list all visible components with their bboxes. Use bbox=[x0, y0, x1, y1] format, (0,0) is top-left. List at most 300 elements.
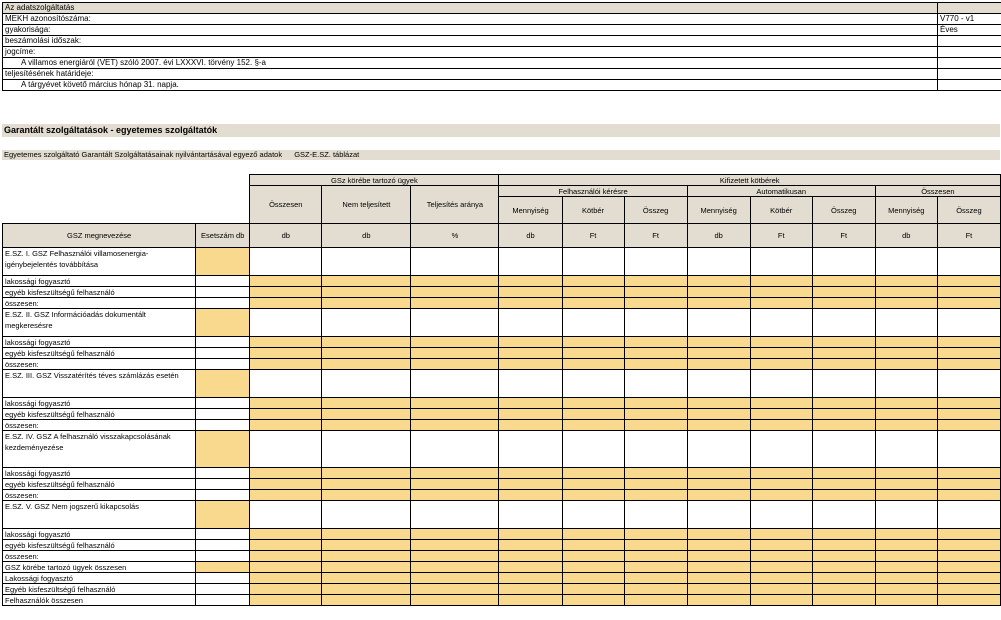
data-cell[interactable] bbox=[812, 420, 875, 431]
data-cell[interactable] bbox=[411, 431, 499, 468]
data-cell[interactable] bbox=[322, 309, 411, 337]
data-cell[interactable] bbox=[812, 529, 875, 540]
data-cell[interactable] bbox=[624, 348, 687, 359]
unit-db: db bbox=[499, 224, 562, 248]
data-cell[interactable] bbox=[687, 287, 750, 298]
data-cell[interactable] bbox=[812, 337, 875, 348]
data-cell[interactable] bbox=[562, 398, 624, 409]
data-cell[interactable] bbox=[411, 276, 499, 287]
data-cell[interactable] bbox=[875, 468, 937, 479]
data-cell[interactable] bbox=[499, 490, 562, 501]
esetszam-cell[interactable] bbox=[196, 298, 250, 309]
data-cell[interactable] bbox=[875, 409, 937, 420]
data-cell[interactable] bbox=[687, 468, 750, 479]
data-cell[interactable] bbox=[687, 348, 750, 359]
data-cell[interactable] bbox=[687, 359, 750, 370]
esetszam-cell[interactable] bbox=[196, 248, 250, 276]
data-cell[interactable] bbox=[624, 370, 687, 398]
data-cell[interactable] bbox=[562, 551, 624, 562]
data-cell[interactable] bbox=[250, 540, 322, 551]
data-cell[interactable] bbox=[937, 409, 1000, 420]
data-cell[interactable] bbox=[250, 276, 322, 287]
data-cell[interactable] bbox=[812, 370, 875, 398]
data-cell[interactable] bbox=[562, 573, 624, 584]
metadata-value[interactable] bbox=[938, 69, 1001, 80]
data-cell[interactable] bbox=[562, 468, 624, 479]
data-cell[interactable] bbox=[812, 287, 875, 298]
data-cell[interactable] bbox=[750, 409, 812, 420]
data-cell[interactable] bbox=[322, 501, 411, 529]
data-cell[interactable] bbox=[687, 370, 750, 398]
data-cell[interactable] bbox=[562, 248, 624, 276]
data-cell[interactable] bbox=[750, 479, 812, 490]
data-cell[interactable] bbox=[624, 359, 687, 370]
data-cell[interactable] bbox=[499, 276, 562, 287]
data-cell[interactable] bbox=[562, 431, 624, 468]
data-cell[interactable] bbox=[875, 562, 937, 573]
data-cell[interactable] bbox=[875, 359, 937, 370]
data-cell[interactable] bbox=[875, 551, 937, 562]
data-cell[interactable] bbox=[687, 420, 750, 431]
esetszam-cell[interactable] bbox=[196, 468, 250, 479]
data-cell[interactable] bbox=[687, 490, 750, 501]
data-cell[interactable] bbox=[812, 501, 875, 529]
data-cell[interactable] bbox=[812, 573, 875, 584]
esetszam-cell[interactable] bbox=[196, 370, 250, 398]
data-cell[interactable] bbox=[499, 468, 562, 479]
data-cell[interactable] bbox=[875, 490, 937, 501]
data-cell[interactable] bbox=[411, 420, 499, 431]
esetszam-cell[interactable] bbox=[196, 309, 250, 337]
data-cell[interactable] bbox=[322, 398, 411, 409]
data-cell[interactable] bbox=[624, 398, 687, 409]
data-cell[interactable] bbox=[322, 359, 411, 370]
data-cell[interactable] bbox=[250, 420, 322, 431]
data-cell[interactable] bbox=[750, 309, 812, 337]
esetszam-cell[interactable] bbox=[196, 562, 250, 573]
data-cell[interactable] bbox=[562, 359, 624, 370]
data-cell[interactable] bbox=[937, 479, 1000, 490]
data-cell[interactable] bbox=[250, 359, 322, 370]
metadata-value[interactable] bbox=[938, 3, 1001, 14]
data-cell[interactable] bbox=[937, 540, 1000, 551]
data-cell[interactable] bbox=[499, 573, 562, 584]
data-cell[interactable] bbox=[250, 337, 322, 348]
data-cell[interactable] bbox=[937, 248, 1000, 276]
data-cell[interactable] bbox=[875, 501, 937, 529]
data-cell[interactable] bbox=[875, 479, 937, 490]
data-cell[interactable] bbox=[687, 562, 750, 573]
data-cell[interactable] bbox=[875, 287, 937, 298]
data-cell[interactable] bbox=[250, 595, 322, 606]
data-cell[interactable] bbox=[937, 573, 1000, 584]
data-cell[interactable] bbox=[322, 287, 411, 298]
data-cell[interactable] bbox=[322, 276, 411, 287]
unit-ft: Ft bbox=[624, 224, 687, 248]
data-cell[interactable] bbox=[937, 309, 1000, 337]
data-cell[interactable] bbox=[875, 309, 937, 337]
data-cell[interactable] bbox=[624, 287, 687, 298]
data-cell[interactable] bbox=[750, 562, 812, 573]
data-cell[interactable] bbox=[687, 409, 750, 420]
data-cell[interactable] bbox=[812, 248, 875, 276]
esetszam-cell[interactable] bbox=[196, 529, 250, 540]
data-cell[interactable] bbox=[411, 540, 499, 551]
data-cell[interactable] bbox=[750, 276, 812, 287]
data-cell[interactable] bbox=[322, 420, 411, 431]
data-cell[interactable] bbox=[624, 490, 687, 501]
data-cell[interactable] bbox=[499, 529, 562, 540]
data-cell[interactable] bbox=[624, 409, 687, 420]
data-cell[interactable] bbox=[624, 584, 687, 595]
data-cell[interactable] bbox=[937, 584, 1000, 595]
data-cell[interactable] bbox=[687, 551, 750, 562]
data-cell[interactable] bbox=[499, 298, 562, 309]
data-cell[interactable] bbox=[411, 298, 499, 309]
data-cell[interactable] bbox=[499, 420, 562, 431]
data-cell[interactable] bbox=[562, 479, 624, 490]
esetszam-cell[interactable] bbox=[196, 584, 250, 595]
data-cell[interactable] bbox=[875, 398, 937, 409]
data-cell[interactable] bbox=[562, 348, 624, 359]
data-cell[interactable] bbox=[687, 276, 750, 287]
data-cell[interactable] bbox=[322, 468, 411, 479]
data-cell[interactable] bbox=[687, 540, 750, 551]
data-cell[interactable] bbox=[624, 595, 687, 606]
data-cell[interactable] bbox=[322, 540, 411, 551]
data-cell[interactable] bbox=[937, 276, 1000, 287]
data-cell[interactable] bbox=[812, 359, 875, 370]
data-cell[interactable] bbox=[937, 529, 1000, 540]
data-cell[interactable] bbox=[411, 248, 499, 276]
data-cell[interactable] bbox=[499, 584, 562, 595]
data-cell[interactable] bbox=[562, 309, 624, 337]
metadata-value[interactable] bbox=[938, 36, 1001, 47]
data-cell[interactable] bbox=[411, 348, 499, 359]
data-cell[interactable] bbox=[322, 562, 411, 573]
data-cell[interactable] bbox=[937, 595, 1000, 606]
data-cell[interactable] bbox=[937, 562, 1000, 573]
data-cell[interactable] bbox=[624, 337, 687, 348]
data-cell[interactable] bbox=[875, 298, 937, 309]
data-cell[interactable] bbox=[411, 501, 499, 529]
data-cell[interactable] bbox=[624, 298, 687, 309]
data-cell[interactable] bbox=[562, 287, 624, 298]
data-cell[interactable] bbox=[624, 479, 687, 490]
esetszam-cell[interactable] bbox=[196, 540, 250, 551]
data-cell[interactable] bbox=[875, 540, 937, 551]
data-cell[interactable] bbox=[499, 431, 562, 468]
data-cell[interactable] bbox=[624, 420, 687, 431]
data-cell[interactable] bbox=[937, 287, 1000, 298]
data-cell[interactable] bbox=[322, 595, 411, 606]
data-cell[interactable] bbox=[250, 573, 322, 584]
data-cell[interactable] bbox=[562, 337, 624, 348]
data-cell[interactable] bbox=[687, 584, 750, 595]
data-cell[interactable] bbox=[875, 248, 937, 276]
data-cell[interactable] bbox=[687, 501, 750, 529]
data-cell[interactable] bbox=[499, 540, 562, 551]
esetszam-cell[interactable] bbox=[196, 420, 250, 431]
data-cell[interactable] bbox=[937, 370, 1000, 398]
data-cell[interactable] bbox=[250, 479, 322, 490]
data-cell[interactable] bbox=[624, 540, 687, 551]
data-cell[interactable] bbox=[624, 468, 687, 479]
esetszam-cell[interactable] bbox=[196, 479, 250, 490]
esetszam-cell[interactable] bbox=[196, 287, 250, 298]
data-cell[interactable] bbox=[812, 479, 875, 490]
esetszam-cell[interactable] bbox=[196, 398, 250, 409]
data-cell[interactable] bbox=[812, 540, 875, 551]
data-cell[interactable] bbox=[937, 501, 1000, 529]
data-cell[interactable] bbox=[250, 409, 322, 420]
data-cell[interactable] bbox=[499, 398, 562, 409]
data-cell[interactable] bbox=[750, 468, 812, 479]
data-cell[interactable] bbox=[937, 490, 1000, 501]
data-cell[interactable] bbox=[562, 501, 624, 529]
data-cell[interactable] bbox=[499, 348, 562, 359]
data-cell[interactable] bbox=[812, 551, 875, 562]
data-cell[interactable] bbox=[562, 370, 624, 398]
data-cell[interactable] bbox=[875, 595, 937, 606]
data-cell[interactable] bbox=[499, 409, 562, 420]
data-cell[interactable] bbox=[322, 348, 411, 359]
data-cell[interactable] bbox=[499, 551, 562, 562]
data-cell[interactable] bbox=[624, 551, 687, 562]
data-cell[interactable] bbox=[812, 584, 875, 595]
data-cell[interactable] bbox=[750, 359, 812, 370]
data-cell[interactable] bbox=[499, 309, 562, 337]
data-cell[interactable] bbox=[624, 309, 687, 337]
data-cell[interactable] bbox=[322, 479, 411, 490]
data-cell[interactable] bbox=[250, 562, 322, 573]
data-cell[interactable] bbox=[687, 309, 750, 337]
data-cell[interactable] bbox=[322, 298, 411, 309]
data-cell[interactable] bbox=[624, 276, 687, 287]
data-cell[interactable] bbox=[499, 370, 562, 398]
data-cell[interactable] bbox=[411, 584, 499, 595]
data-cell[interactable] bbox=[499, 359, 562, 370]
data-cell[interactable] bbox=[562, 584, 624, 595]
esetszam-cell[interactable] bbox=[196, 573, 250, 584]
data-cell[interactable] bbox=[411, 479, 499, 490]
data-cell[interactable] bbox=[411, 573, 499, 584]
data-cell[interactable] bbox=[499, 287, 562, 298]
data-cell[interactable] bbox=[750, 584, 812, 595]
data-cell[interactable] bbox=[411, 468, 499, 479]
data-cell[interactable] bbox=[322, 490, 411, 501]
data-cell[interactable] bbox=[937, 468, 1000, 479]
data-cell[interactable] bbox=[624, 248, 687, 276]
data-cell[interactable] bbox=[750, 490, 812, 501]
metadata-value[interactable]: V770 - v1 bbox=[938, 14, 1001, 25]
data-cell[interactable] bbox=[812, 276, 875, 287]
data-cell[interactable] bbox=[750, 551, 812, 562]
data-cell[interactable] bbox=[875, 573, 937, 584]
data-cell[interactable] bbox=[322, 409, 411, 420]
data-cell[interactable] bbox=[322, 573, 411, 584]
data-cell[interactable] bbox=[624, 529, 687, 540]
data-cell[interactable] bbox=[250, 501, 322, 529]
data-cell[interactable] bbox=[687, 529, 750, 540]
data-cell[interactable] bbox=[937, 431, 1000, 468]
esetszam-cell[interactable] bbox=[196, 490, 250, 501]
data-cell[interactable] bbox=[624, 562, 687, 573]
data-cell[interactable] bbox=[750, 540, 812, 551]
data-cell[interactable] bbox=[411, 490, 499, 501]
metadata-value[interactable] bbox=[938, 58, 1001, 69]
data-cell[interactable] bbox=[322, 584, 411, 595]
esetszam-cell[interactable] bbox=[196, 337, 250, 348]
data-cell[interactable] bbox=[250, 431, 322, 468]
table-row bbox=[3, 562, 1001, 573]
data-cell[interactable] bbox=[322, 551, 411, 562]
data-cell[interactable] bbox=[562, 409, 624, 420]
metadata-value[interactable] bbox=[938, 47, 1001, 58]
data-cell[interactable] bbox=[250, 529, 322, 540]
data-cell[interactable] bbox=[499, 562, 562, 573]
data-cell[interactable] bbox=[411, 370, 499, 398]
data-cell[interactable] bbox=[411, 287, 499, 298]
data-cell[interactable] bbox=[750, 501, 812, 529]
data-cell[interactable] bbox=[250, 398, 322, 409]
data-cell[interactable] bbox=[250, 370, 322, 398]
data-cell[interactable] bbox=[250, 309, 322, 337]
data-cell[interactable] bbox=[411, 551, 499, 562]
data-cell[interactable] bbox=[562, 595, 624, 606]
data-cell[interactable] bbox=[750, 337, 812, 348]
data-cell[interactable] bbox=[812, 348, 875, 359]
data-cell[interactable] bbox=[250, 468, 322, 479]
data-cell[interactable] bbox=[687, 479, 750, 490]
data-cell[interactable] bbox=[687, 298, 750, 309]
data-cell[interactable] bbox=[250, 287, 322, 298]
data-cell[interactable] bbox=[750, 370, 812, 398]
data-cell[interactable] bbox=[875, 431, 937, 468]
data-cell[interactable] bbox=[250, 248, 322, 276]
data-cell[interactable] bbox=[411, 409, 499, 420]
data-cell[interactable] bbox=[562, 298, 624, 309]
data-cell[interactable] bbox=[750, 287, 812, 298]
data-cell[interactable] bbox=[322, 370, 411, 398]
data-cell[interactable] bbox=[937, 359, 1000, 370]
esetszam-cell[interactable] bbox=[196, 276, 250, 287]
data-cell[interactable] bbox=[875, 529, 937, 540]
data-cell[interactable] bbox=[937, 337, 1000, 348]
data-cell[interactable] bbox=[750, 573, 812, 584]
data-cell[interactable] bbox=[875, 276, 937, 287]
data-cell[interactable] bbox=[687, 595, 750, 606]
data-cell[interactable] bbox=[812, 309, 875, 337]
data-cell[interactable] bbox=[411, 337, 499, 348]
data-cell[interactable] bbox=[250, 298, 322, 309]
esetszam-cell[interactable] bbox=[196, 359, 250, 370]
esetszam-cell[interactable] bbox=[196, 501, 250, 529]
esetszam-cell[interactable] bbox=[196, 431, 250, 468]
data-cell[interactable] bbox=[562, 490, 624, 501]
data-cell[interactable] bbox=[812, 490, 875, 501]
data-cell[interactable] bbox=[875, 337, 937, 348]
data-cell[interactable] bbox=[499, 501, 562, 529]
data-cell[interactable] bbox=[937, 398, 1000, 409]
data-cell[interactable] bbox=[812, 409, 875, 420]
data-cell[interactable] bbox=[812, 468, 875, 479]
data-cell[interactable] bbox=[411, 309, 499, 337]
data-cell[interactable] bbox=[499, 595, 562, 606]
data-cell[interactable] bbox=[812, 431, 875, 468]
data-cell[interactable] bbox=[411, 529, 499, 540]
data-cell[interactable] bbox=[750, 398, 812, 409]
data-cell[interactable] bbox=[750, 348, 812, 359]
data-cell[interactable] bbox=[750, 420, 812, 431]
data-cell[interactable] bbox=[750, 529, 812, 540]
data-cell[interactable] bbox=[322, 337, 411, 348]
data-cell[interactable] bbox=[322, 431, 411, 468]
esetszam-cell[interactable] bbox=[196, 409, 250, 420]
data-cell[interactable] bbox=[411, 562, 499, 573]
esetszam-cell[interactable] bbox=[196, 551, 250, 562]
data-cell[interactable] bbox=[750, 431, 812, 468]
data-cell[interactable] bbox=[875, 370, 937, 398]
data-cell[interactable] bbox=[937, 348, 1000, 359]
data-cell[interactable] bbox=[250, 348, 322, 359]
data-cell[interactable] bbox=[687, 337, 750, 348]
data-cell[interactable] bbox=[812, 298, 875, 309]
data-cell[interactable] bbox=[250, 490, 322, 501]
esetszam-cell[interactable] bbox=[196, 595, 250, 606]
data-cell[interactable] bbox=[750, 248, 812, 276]
data-cell[interactable] bbox=[562, 420, 624, 431]
data-cell[interactable] bbox=[624, 501, 687, 529]
metadata-value[interactable] bbox=[938, 80, 1001, 91]
data-cell[interactable] bbox=[937, 298, 1000, 309]
data-cell[interactable] bbox=[499, 248, 562, 276]
data-cell[interactable] bbox=[562, 529, 624, 540]
data-cell[interactable] bbox=[750, 595, 812, 606]
data-cell[interactable] bbox=[499, 479, 562, 490]
data-cell[interactable] bbox=[322, 248, 411, 276]
data-cell[interactable] bbox=[937, 420, 1000, 431]
data-cell[interactable] bbox=[499, 337, 562, 348]
data-cell[interactable] bbox=[750, 298, 812, 309]
data-cell[interactable] bbox=[687, 573, 750, 584]
data-cell[interactable] bbox=[322, 529, 411, 540]
data-cell[interactable] bbox=[411, 595, 499, 606]
data-cell[interactable] bbox=[562, 562, 624, 573]
data-cell[interactable] bbox=[250, 584, 322, 595]
data-cell[interactable] bbox=[411, 359, 499, 370]
data-cell[interactable] bbox=[250, 551, 322, 562]
metadata-value[interactable]: Éves bbox=[938, 25, 1001, 36]
data-cell[interactable] bbox=[812, 562, 875, 573]
data-cell[interactable] bbox=[875, 348, 937, 359]
data-cell[interactable] bbox=[812, 595, 875, 606]
data-cell[interactable] bbox=[687, 398, 750, 409]
esetszam-cell[interactable] bbox=[196, 348, 250, 359]
data-cell[interactable] bbox=[812, 398, 875, 409]
data-cell[interactable] bbox=[687, 431, 750, 468]
data-cell[interactable] bbox=[562, 276, 624, 287]
data-cell[interactable] bbox=[875, 584, 937, 595]
data-cell[interactable] bbox=[687, 248, 750, 276]
data-cell[interactable] bbox=[937, 551, 1000, 562]
data-cell[interactable] bbox=[875, 420, 937, 431]
data-cell[interactable] bbox=[624, 573, 687, 584]
data-cell[interactable] bbox=[411, 398, 499, 409]
data-cell[interactable] bbox=[624, 431, 687, 468]
data-cell[interactable] bbox=[562, 540, 624, 551]
gsz-table bbox=[2, 174, 1001, 606]
